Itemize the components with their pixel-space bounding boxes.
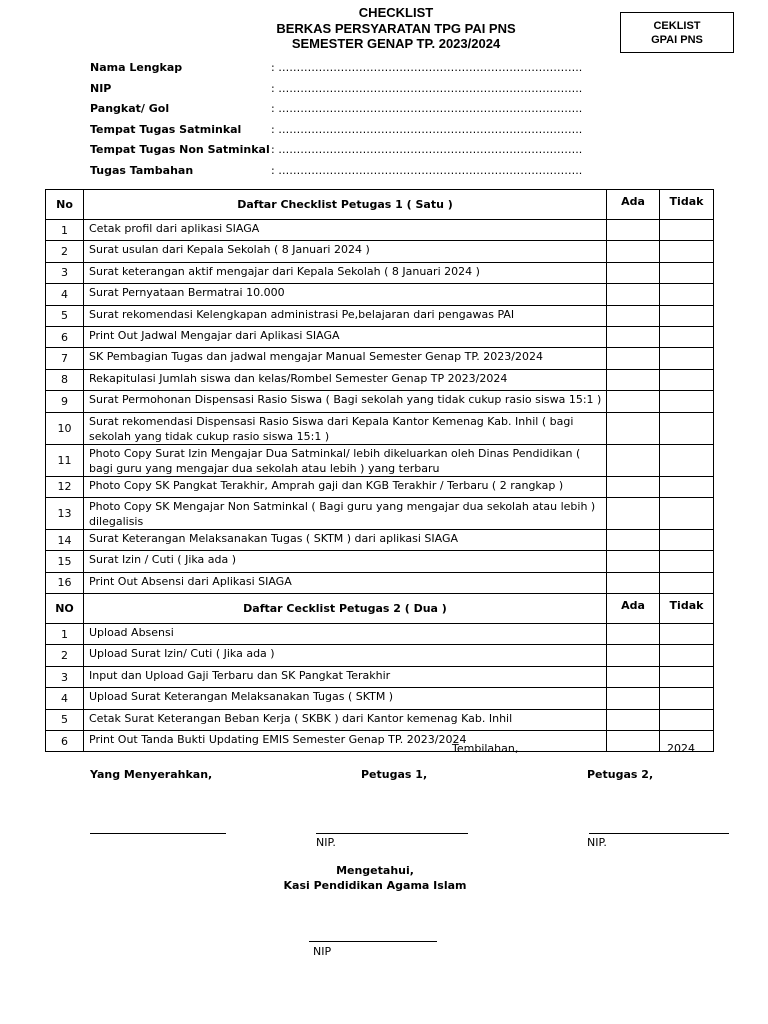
checkbox-ada[interactable] [607,391,660,412]
header-item: Daftar Checklist Petugas 1 ( Satu ) [84,190,607,220]
table-row [46,444,714,476]
row-item: Surat Izin / Cuti ( Jika ada ) [84,551,607,572]
row-number: 1 [46,624,84,645]
checkbox-ada[interactable] [607,348,660,369]
row-item: Photo Copy SK Mengajar Non Satminkal ( Bagi guru yang mengajar dua sekolah atau lebih ) dilegalisis [84,497,607,529]
checkbox-tidak[interactable] [660,241,714,262]
table-row [46,284,714,305]
row-number: 5 [46,709,84,730]
category-badge [620,12,734,53]
row-item: Cetak profil dari aplikasi SIAGA [84,220,607,241]
checkbox-tidak[interactable] [660,497,714,529]
row-number: 7 [46,348,84,369]
row-number: 9 [46,391,84,412]
checkbox-ada[interactable] [607,220,660,241]
checkbox-tidak[interactable] [660,284,714,305]
row-number: 10 [46,412,84,444]
identity-label: Tugas Tambahan [90,163,194,177]
identity-value: : ……………………………………………………………………….. [271,143,583,156]
row-item: Photo Copy SK Pangkat Terakhir, Amprah gaji dan KGB Terakhir / Terbaru ( 2 rangkap ) [84,476,607,497]
checkbox-ada[interactable] [607,688,660,709]
identity-value: : ……………………………………………………………………….. [271,102,583,115]
identity-label: Pangkat/ Gol [90,102,170,115]
table-row [46,305,714,326]
acknowledgement-block [240,863,510,893]
checkbox-ada[interactable] [607,497,660,529]
badge-line-2: GPAI PNS [651,34,703,46]
table-row [46,412,714,444]
checkbox-ada[interactable] [607,551,660,572]
row-item: Upload Absensi [84,624,607,645]
table-row [46,624,714,645]
header-ada: Ada [607,594,660,624]
table-row [46,572,714,593]
checkbox-tidak[interactable] [660,476,714,497]
signing-place: Tembilahan, [452,742,519,755]
row-item: Print Out Jadwal Mengajar dari Aplikasi SIAGA [84,326,607,347]
title-line-2: BERKAS PERSYARATAN TPG PAI PNS [276,20,516,36]
row-item: SK Pembagian Tugas dan jadwal mengajar Manual Semester Genap TP. 2023/2024 [84,348,607,369]
row-number: 15 [46,551,84,572]
identity-label: NIP [90,81,112,95]
row-item: Cetak Surat Keterangan Beban Kerja ( SKBK ) dari Kantor kemenag Kab. Inhil [84,709,607,730]
row-item: Upload Surat Izin/ Cuti ( Jika ada ) [84,645,607,666]
row-item: Surat keterangan aktif mengajar dari Kepala Sekolah ( 8 Januari 2024 ) [84,262,607,283]
header-no: No [46,190,84,220]
acknowledge-title: Kasi Pendidikan Agama Islam [283,879,467,892]
row-item: Surat Pernyataan Bermatrai 10.000 [84,284,607,305]
table-row [46,731,714,752]
row-number: 12 [46,476,84,497]
checkbox-ada[interactable] [607,529,660,550]
checkbox-ada[interactable] [607,326,660,347]
identity-value: : ……………………………………………………………………….. [271,163,583,177]
checkbox-tidak[interactable] [660,688,714,709]
row-number: 14 [46,529,84,550]
table-row [46,551,714,572]
checklist-table [45,189,714,752]
row-item: Rekapitulasi Jumlah siswa dan kelas/Rombel Semester Genap TP 2023/2024 [84,369,607,390]
row-number: 4 [46,688,84,709]
signature-line-officer1 [316,833,468,834]
header-tidak: Tidak [660,594,714,624]
title-line-3: SEMESTER GENAP TP. 2023/2024 [291,36,501,51]
checkbox-ada[interactable] [607,262,660,283]
signer-officer1-label: Petugas 1, [361,768,428,781]
checkbox-ada[interactable] [607,666,660,687]
checkbox-tidak[interactable] [660,529,714,550]
signer-submitter-label: Yang Menyerahkan, [90,768,213,781]
checkbox-ada[interactable] [607,645,660,666]
table-row [46,645,714,666]
header-ada: Ada [607,190,660,220]
nip-label-officer1: NIP. [316,836,336,849]
table-row [46,262,714,283]
signature-line-officer2 [589,833,729,834]
table-row [46,688,714,709]
row-number: 2 [46,241,84,262]
identity-value: : ……………………………………………………………………….. [271,61,583,74]
document-title [240,5,552,52]
signer-officer2-label: Petugas 2, [587,768,654,781]
table-row [46,220,714,241]
row-number: 4 [46,284,84,305]
table-row [46,326,714,347]
checkbox-ada[interactable] [607,305,660,326]
row-number: 5 [46,305,84,326]
row-item: Input dan Upload Gaji Terbaru dan SK Pangkat Terakhir [84,666,607,687]
checkbox-tidak[interactable] [660,412,714,444]
signature-line-submitter [90,833,226,834]
checkbox-tidak[interactable] [660,666,714,687]
checkbox-ada[interactable] [607,412,660,444]
table-row [46,241,714,262]
table-row [46,369,714,390]
checkbox-ada[interactable] [607,709,660,730]
table-header-petugas-1 [46,190,714,220]
table-row [46,348,714,369]
row-number: 1 [46,220,84,241]
checkbox-tidak[interactable] [660,624,714,645]
table-row [46,391,714,412]
table-row [46,709,714,730]
signing-year: 2024 [667,742,695,755]
header-no: NO [46,594,84,624]
identity-value: : ……………………………………………………………………….. [271,81,583,95]
checkbox-tidak[interactable] [660,348,714,369]
checkbox-ada[interactable] [607,284,660,305]
checkbox-tidak[interactable] [660,326,714,347]
checkbox-tidak[interactable] [660,551,714,572]
identity-label: Nama Lengkap [90,61,183,74]
row-item: Print Out Absensi dari Aplikasi SIAGA [84,572,607,593]
table-header-petugas-2 [46,594,714,624]
checkbox-ada[interactable] [607,731,660,752]
row-number: 16 [46,572,84,593]
nip-label-officer2: NIP. [587,836,607,849]
identity-label: Tempat Tugas Non Satminkal [90,143,270,156]
table-row [46,529,714,550]
badge-line-1: CEKLIST [653,20,701,32]
nip-label-head: NIP [313,945,332,958]
checkbox-tidak[interactable] [660,369,714,390]
checkbox-ada[interactable] [607,476,660,497]
row-number: 3 [46,666,84,687]
row-item: Surat Permohonan Dispensasi Rasio Siswa ( Bagi sekolah yang tidak cukup rasio siswa 15:1 ) [84,391,607,412]
row-item: Surat rekomendasi Dispensasi Rasio Siswa dari Kepala Kantor Kemenag Kab. Inhil ( bagi sekolah yang tidak cukup rasio siswa 15:1 ) [84,412,607,444]
row-item: Surat rekomendasi Kelengkapan administrasi Pe,belajaran dari pengawas PAI [84,305,607,326]
acknowledge-label: Mengetahui, [336,864,414,877]
row-item: Upload Surat Keterangan Melaksanakan Tugas ( SKTM ) [84,688,607,709]
signature-line-head [309,941,437,942]
checkbox-ada[interactable] [607,369,660,390]
checkbox-tidak[interactable] [660,645,714,666]
checkbox-tidak[interactable] [660,444,714,476]
checkbox-tidak[interactable] [660,572,714,593]
identity-value: : ……………………………………………………………………….. [271,122,583,136]
checkbox-tidak[interactable] [660,220,714,241]
table-row [46,497,714,529]
row-item: Print Out Tanda Bukti Updating EMIS Semester Genap TP. 2023/2024 [84,731,607,752]
checkbox-ada[interactable] [607,572,660,593]
checkbox-ada[interactable] [607,241,660,262]
row-number: 2 [46,645,84,666]
row-number: 6 [46,326,84,347]
header-item: Daftar Cecklist Petugas 2 ( Dua ) [84,594,607,624]
checkbox-ada[interactable] [607,444,660,476]
checklist-body [46,190,714,752]
checkbox-tidak[interactable] [660,305,714,326]
row-item: Surat usulan dari Kepala Sekolah ( 8 Januari 2024 ) [84,241,607,262]
title-line-1: CHECKLIST [358,5,434,20]
row-item: Photo Copy Surat Izin Mengajar Dua Satminkal/ lebih dikeluarkan oleh Dinas Pendidikan ( bagi guru yang mengajar dua sekolah atau lebih ) yang terbaru [84,444,607,476]
checkbox-tidak[interactable] [660,262,714,283]
row-number: 11 [46,444,84,476]
table-row [46,476,714,497]
row-number: 3 [46,262,84,283]
row-number: 13 [46,497,84,529]
identity-label: Tempat Tugas Satminkal [90,122,242,136]
checkbox-tidak[interactable] [660,709,714,730]
table-row [46,666,714,687]
row-item: Surat Keterangan Melaksanakan Tugas ( SKTM ) dari aplikasi SIAGA [84,529,607,550]
checkbox-ada[interactable] [607,624,660,645]
row-number: 8 [46,369,84,390]
checkbox-tidak[interactable] [660,391,714,412]
header-tidak: Tidak [660,190,714,220]
row-number: 6 [46,731,84,752]
